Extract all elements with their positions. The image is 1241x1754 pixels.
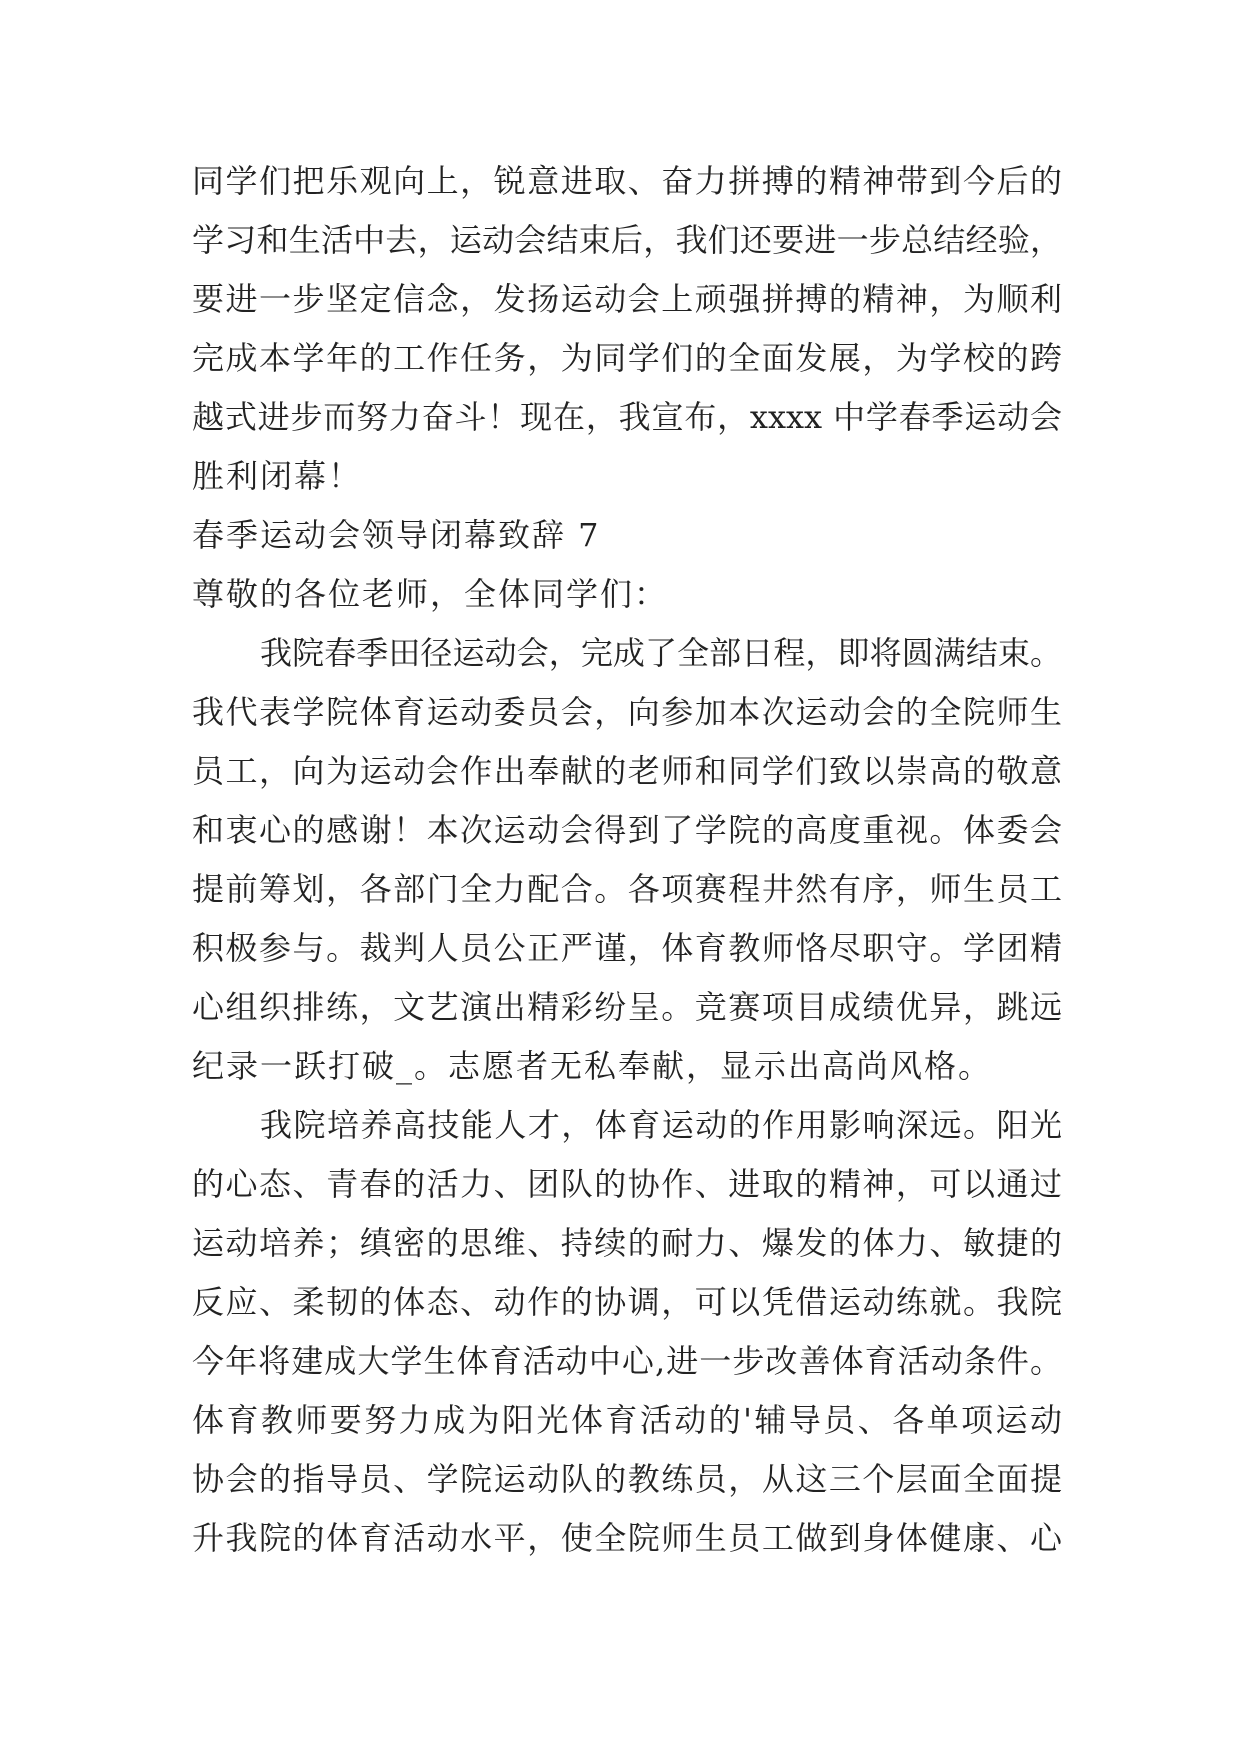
text-line-9: 我院春季田径运动会，完成了全部日程，即将圆满结束。 [260, 634, 1062, 672]
text-line-5: 越式进步而努力奋斗！现在，我宣布，xxxx 中学春季运动会 [192, 398, 1062, 436]
text-line-20: 反应、柔韧的体态、动作的协调，可以凭借运动练就。我院 [192, 1283, 1062, 1321]
text-line-22: 体育教师要努力成为阳光体育活动的'辅导员、各单项运动 [192, 1401, 1062, 1439]
text-line-13: 提前筹划，各部门全力配合。各项赛程井然有序，师生员工 [192, 870, 1062, 908]
salutation: 尊敬的各位老师，全体同学们： [192, 575, 669, 613]
text-line-15: 心组织排练，文艺演出精彩纷呈。竞赛项目成绩优异，跳远 [192, 988, 1062, 1026]
text-line-10: 我代表学院体育运动委员会，向参加本次运动会的全院师生 [192, 693, 1062, 731]
text-line-21: 今年将建成大学生体育活动中心,进一步改善体育活动条件。 [192, 1342, 1062, 1380]
text-line-19: 运动培养；缜密的思维、持续的耐力、爆发的体力、敏捷的 [192, 1224, 1062, 1262]
text-line-4: 完成本学年的工作任务，为同学们的全面发展，为学校的跨 [192, 339, 1062, 377]
text-line-3: 要进一步坚定信念，发扬运动会上顽强拼搏的精神，为顺利 [192, 280, 1062, 318]
text-line-6: 胜利闭幕！ [192, 457, 363, 495]
text-line-14: 积极参与。裁判人员公正严谨，体育教师恪尽职守。学团精 [192, 929, 1062, 967]
text-line-12: 和衷心的感谢！本次运动会得到了学院的高度重视。体委会 [192, 811, 1062, 849]
section-heading: 春季运动会领导闭幕致辞 7 [192, 516, 601, 554]
text-line-17: 我院培养高技能人才，体育运动的作用影响深远。阳光 [260, 1106, 1062, 1144]
text-line-24: 升我院的体育活动水平，使全院师生员工做到身体健康、心 [192, 1519, 1062, 1557]
text-line-11: 员工，向为运动会作出奉献的老师和同学们致以崇高的敬意 [192, 752, 1062, 790]
document-page [192, 152, 1062, 1568]
text-line-1: 同学们把乐观向上，锐意进取、奋力拼搏的精神带到今后的 [192, 162, 1062, 200]
text-line-18: 的心态、青春的活力、团队的协作、进取的精神，可以通过 [192, 1165, 1062, 1203]
text-line-23: 协会的指导员、学院运动队的教练员，从这三个层面全面提 [192, 1460, 1062, 1498]
text-line-2: 学习和生活中去，运动会结束后，我们还要进一步总结经验， [192, 221, 1062, 259]
text-line-16: 纪录一跃打破_。志愿者无私奉献，显示出高尚风格。 [192, 1047, 993, 1085]
